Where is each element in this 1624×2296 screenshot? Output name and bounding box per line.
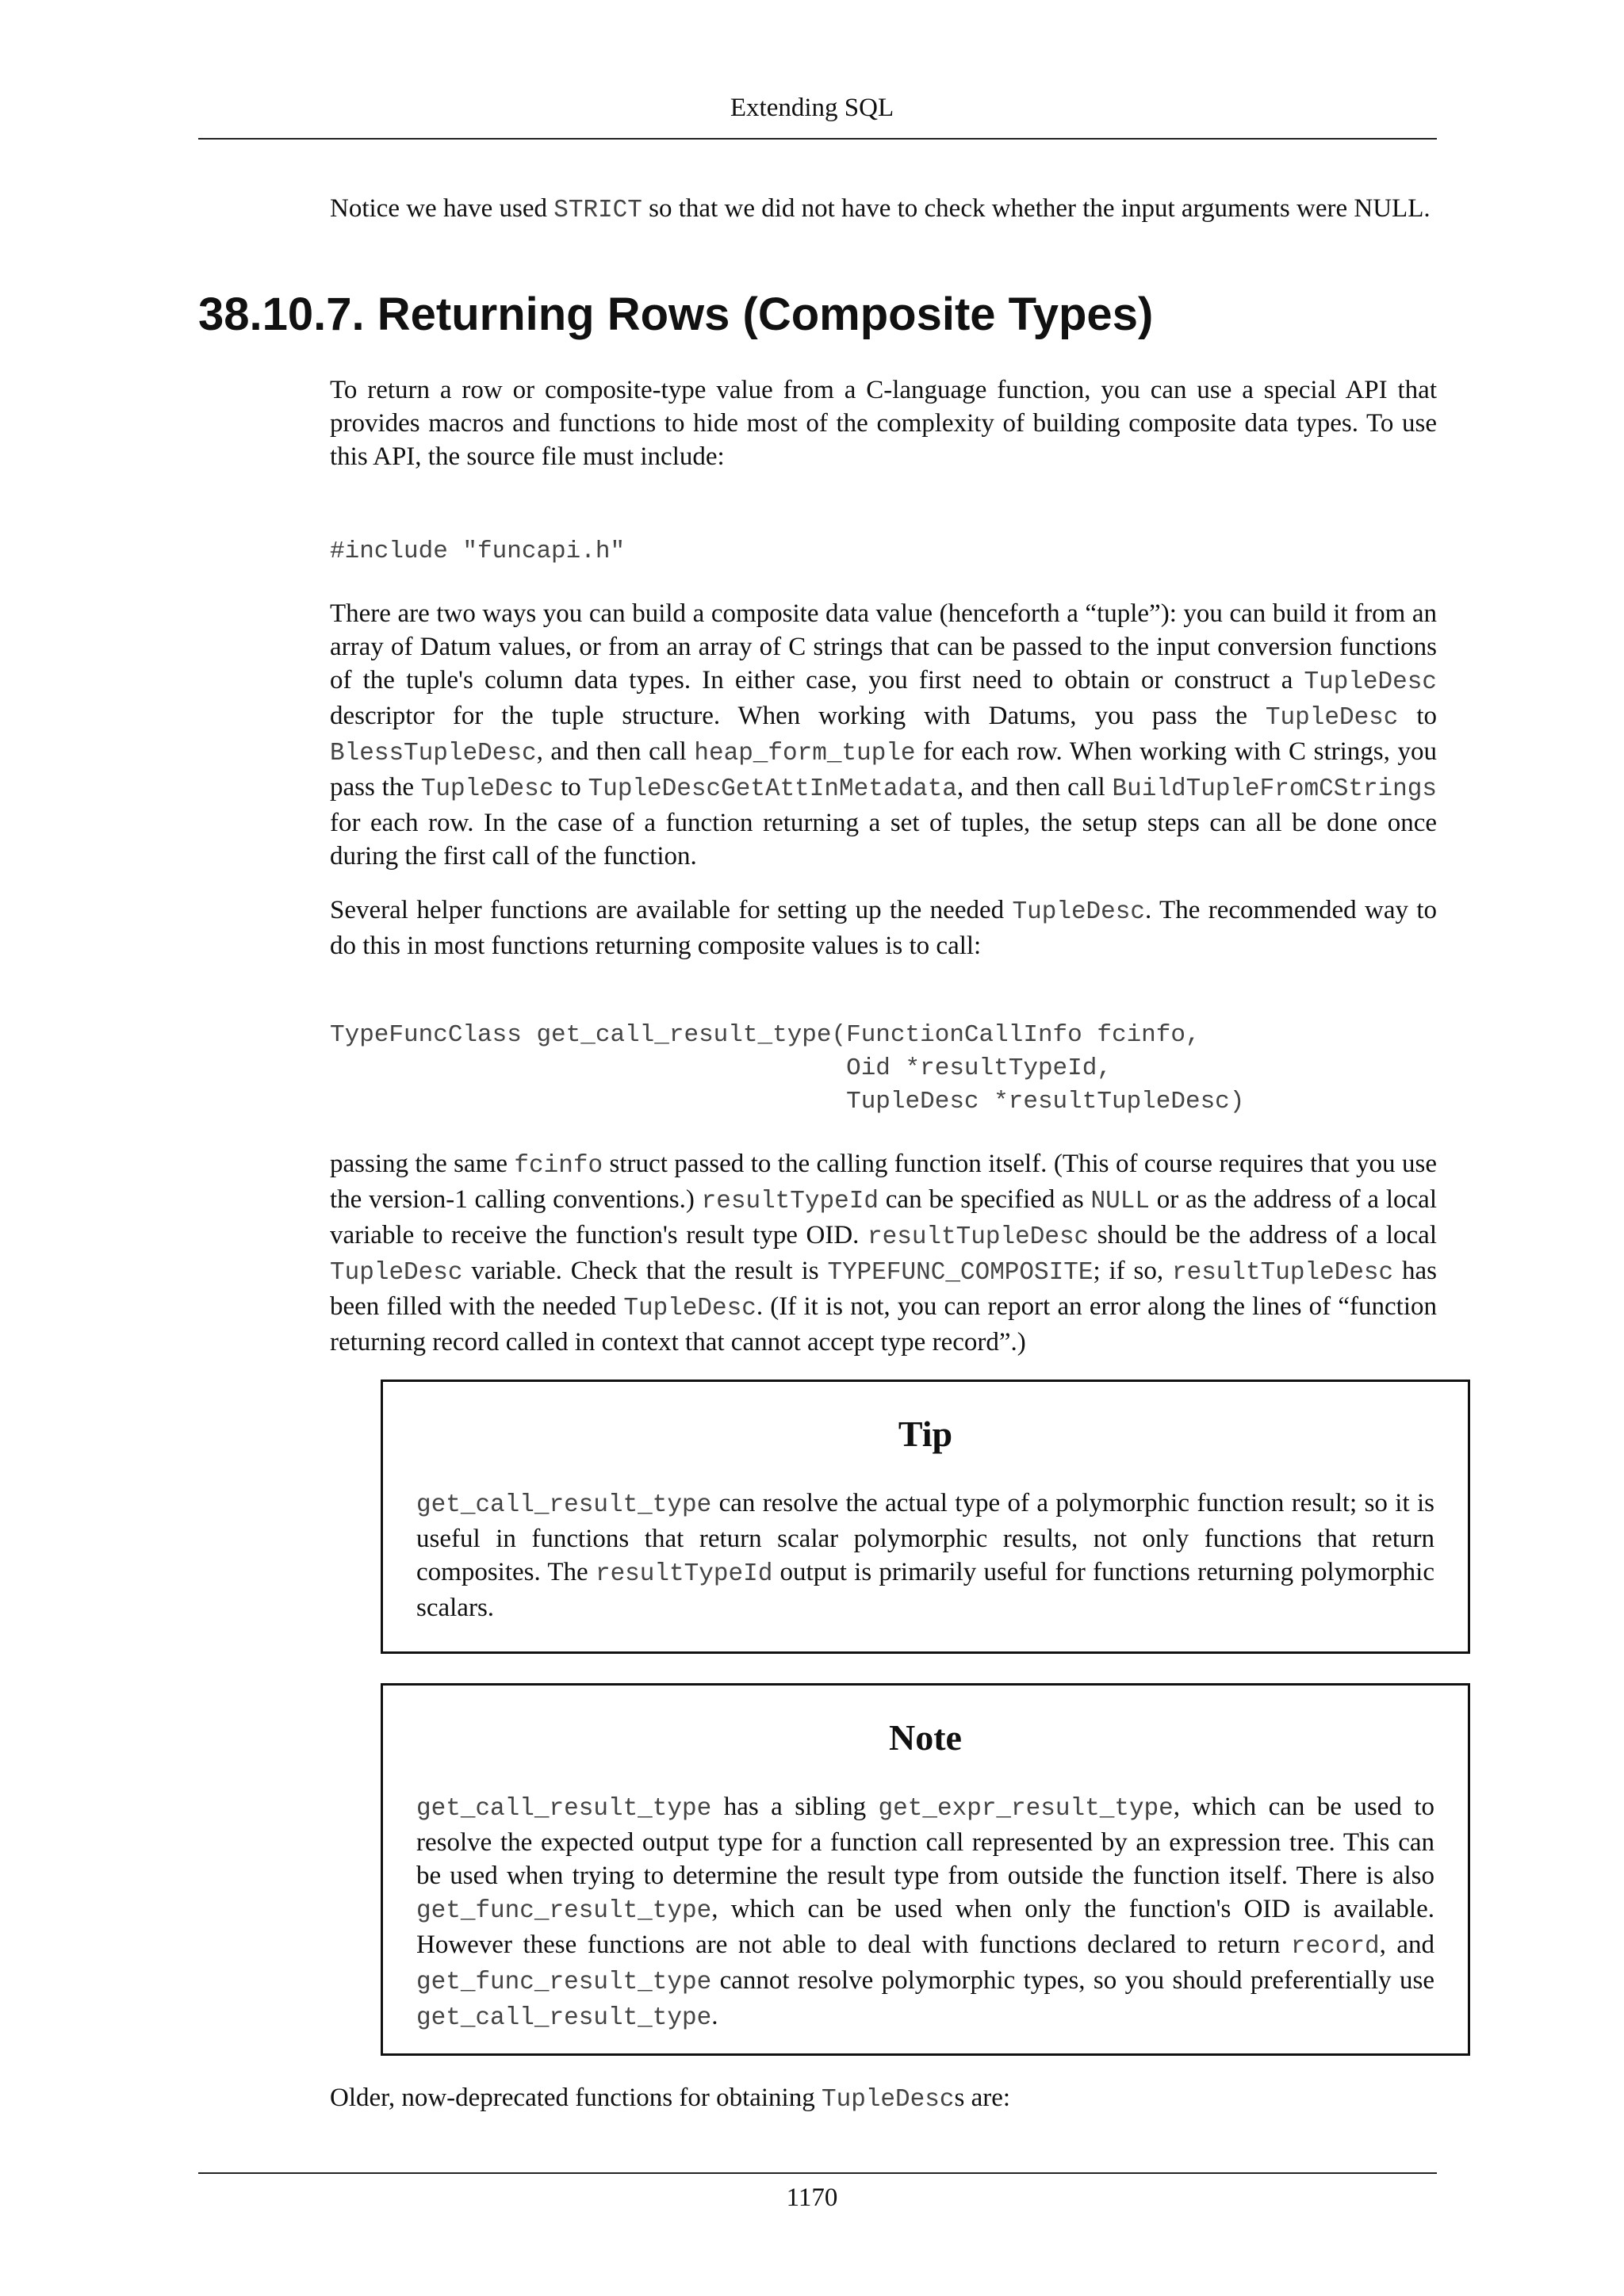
page-number: 1170 [786,2183,838,2212]
paragraph-deprecated: Older, now-deprecated functions for obtaining TupleDescs are: [330,2084,1011,2114]
inline-code: STRICT [553,197,642,224]
paragraph-tuple-building: There are two ways you can build a composite data value (henceforth a “tuple”): you can build it from an array of Datum values, or from an array of C strings that can be passed to the input conversion functions of the tuple's column data types. In either case, you first need to obtain or construct a TupleDesc descriptor for the tuple structure. When working with Datums, you pass the TupleDesc to BlessTupleDesc, and then call heap_form_tuple for each row. When working with C strings, you pass the TupleDesc to TupleDescGetAttInMetadata, and then call BuildTupleFromCStrings for each row. In the case of a function returning a set of tuples, the setup steps can all be done once during the first call of the function. [330,599,1438,871]
tip-box [381,1380,1470,1654]
paragraph-helper-functions: Several helper functions are available for setting up the needed TupleDesc. The recommended way to do this in most functions returning composite values is to call: [330,896,1437,960]
code-block-include: #include "funcapi.h" [330,538,626,565]
paragraph-api-intro: To return a row or composite-type value from a C-language function, you can use a special API that provides macros and functions to hide most of the complexity of building composite data types. To use this API, the source file must include: [330,376,1437,471]
note-text: get_call_result_type has a sibling get_expr_result_type, which can be used to resolve the expected output type for a function call represented by an expression tree. This can be used when trying to determine the result type from outside the function itself. There is also get_func_result_type, which can be used when only the function's OID is available. However these functions are not able to deal with functions declared to return record, and get_func_result_type cannot resolve polymorphic types, so you should preferentially use get_call_result_type. [416,1793,1435,2032]
code-block-get-call-result-type: TypeFuncClass get_call_result_type(FunctionCallInfo fcinfo, Oid *resultTypeId, TupleDesc *resultTupleDesc) [330,1021,1245,1115]
paragraph-fcinfo: passing the same fcinfo struct passed to the calling function itself. (This of course requires that you use the version-1 calling conventions.) resultTypeId can be specified as NULL or as the address of a local variable to receive the function's result type OID. resultTupleDesc should be the address of a local TupleDesc variable. Check that the result is TYPEFUNC_COMPOSITE; if so, resultTupleDesc has been filled with the needed TupleDesc. (If it is not, you can report an error along the lines of “function returning record called in context that cannot accept type record”.) [330,1150,1437,1357]
tip-text: get_call_result_type can resolve the actual type of a polymorphic function result; so it is useful in functions that return scalar polymorphic results, not only functions that return composites. The resultTypeId output is primarily useful for functions returning polymorphic scalars. [416,1489,1434,1622]
tip-title: Tip [898,1414,953,1454]
footer-rule [198,2172,1437,2174]
running-header: Extending SQL [730,94,894,122]
intro-paragraph: Notice we have used STRICT so that we did not have to check whether the input arguments were NULL. [330,194,1431,224]
section-heading: 38.10.7. Returning Rows (Composite Types) [198,289,1154,340]
note-title: Note [889,1717,962,1758]
header-rule [198,138,1437,140]
note-box [381,1683,1470,2056]
